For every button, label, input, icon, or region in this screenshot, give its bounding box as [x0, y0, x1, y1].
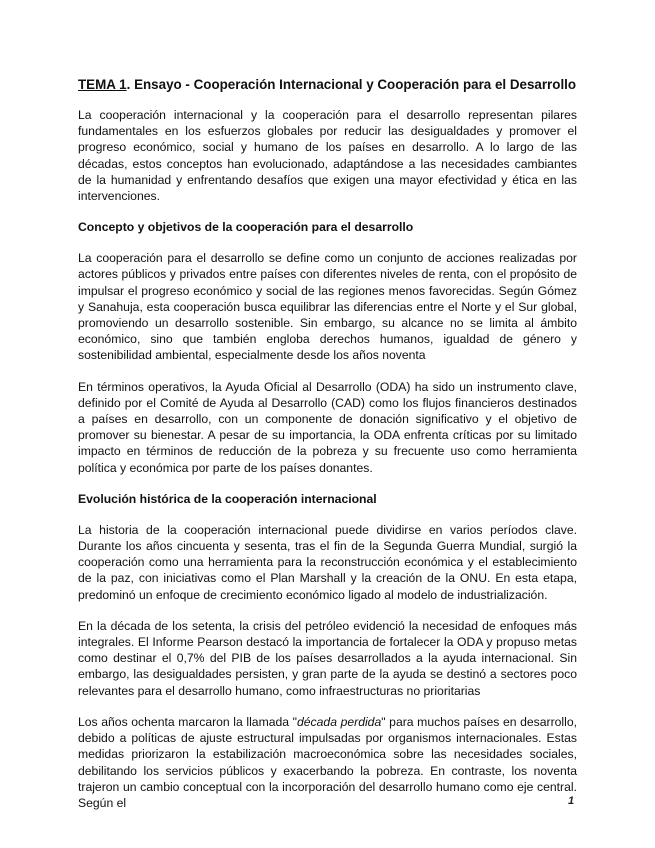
title-dot: . [126, 77, 131, 92]
decada-perdida-italic: década perdida [297, 714, 382, 729]
paragraph-evolucion-3-start: Los años ochenta marcaron la llamada " [78, 714, 297, 729]
title-text: Ensayo - Cooperación Internacional y Cooperación para el Desarrollo [130, 77, 577, 92]
paragraph-evolucion-3 [78, 714, 577, 811]
section-heading-concepto: Concepto y objetivos de la cooperación para el desarrollo [78, 220, 414, 235]
paragraph-evolucion-1: La historia de la cooperación internacional puede dividirse en varios períodos clave. Durante los años cincuenta y sesenta, tras el fin de la Segunda Guerra Mundial, surgió la cooperación como una herramienta para la reconstrucción económica y el establecimiento de la paz, con iniciativas como el Plan Marshall y la creación de la ONU. En esta etapa, predominó un enfoque de crecimiento económico ligado al modelo de industrialización. [78, 522, 577, 602]
paragraph-evolucion-2: En la década de los setenta, la crisis del petróleo evidenció la necesidad de enfoques más integrales. El Informe Pearson destacó la importancia de fortalecer la ODA y propuso metas como destinar el 0,7% del PIB de los países desarrollados a la ayuda internacional. Sin embargo, las desigualdades persisten, y gran parte de la ayuda se destinó a sectores poco relevantes para el desarrollo humano, como infraestructuras no prioritarias [78, 618, 577, 698]
document-title [78, 76, 577, 94]
paragraph-concepto-1: La cooperación para el desarrollo se define como un conjunto de acciones realizadas por actores públicos y privados entre países con diferentes niveles de renta, con el propósito de impulsar el progreso económico y social de las regiones menos favorecidas. Según Gómez y Sanahuja, esta cooperación busca equilibrar las diferencias entre el Norte y el Sur global, promoviendo un desarrollo sostenible. Sin embargo, su alcance no se limita al ámbito económico, sino que también engloba derechos humanos, igualdad de género y sostenibilidad ambiental, especialmente desde los años noventa [78, 251, 577, 363]
title-label: TEMA 1 [78, 77, 127, 92]
paragraph-evolucion-3-end: " para muchos países en desarrollo, debido a políticas de ajuste estructural impulsadas por organismos internacionales. Estas medidas priorizaron la estabilización macroeconómica sobre las necesidades sociales, debilitando los servicios públicos y exacerbando la pobreza. En contraste, los noventa trajeron un cambio conceptual con la incorporación del desarrollo humano como eje central. Según el [78, 714, 577, 810]
page-number: 1 [568, 795, 575, 807]
intro-paragraph: La cooperación internacional y la cooperación para el desarrollo representan pilares fundamentales en los esfuerzos globales por reducir las desigualdades y promover el progreso económico, social y humano de los países en desarrollo. A lo largo de las décadas, estos conceptos han evolucionado, adaptándose a las necesidades cambiantes de la humanidad y enfrentando desafíos que exigen una mayor efectividad y ética en las intervenciones. [78, 108, 577, 204]
paragraph-concepto-2: En términos operativos, la Ayuda Oficial al Desarrollo (ODA) ha sido un instrumento clave, definido por el Comité de Ayuda al Desarrollo (CAD) como los flujos financieros destinados a países en desarrollo, con un componente de donación significativo y el objetivo de promover su bienestar. A pesar de su importancia, la ODA enfrenta críticas por su limitado impacto en términos de reducción de la pobreza y su frecuente uso como herramienta política y económica por parte de los países donantes. [78, 379, 577, 475]
section-heading-evolucion: Evolución histórica de la cooperación internacional [78, 491, 377, 506]
document-body [78, 76, 577, 826]
